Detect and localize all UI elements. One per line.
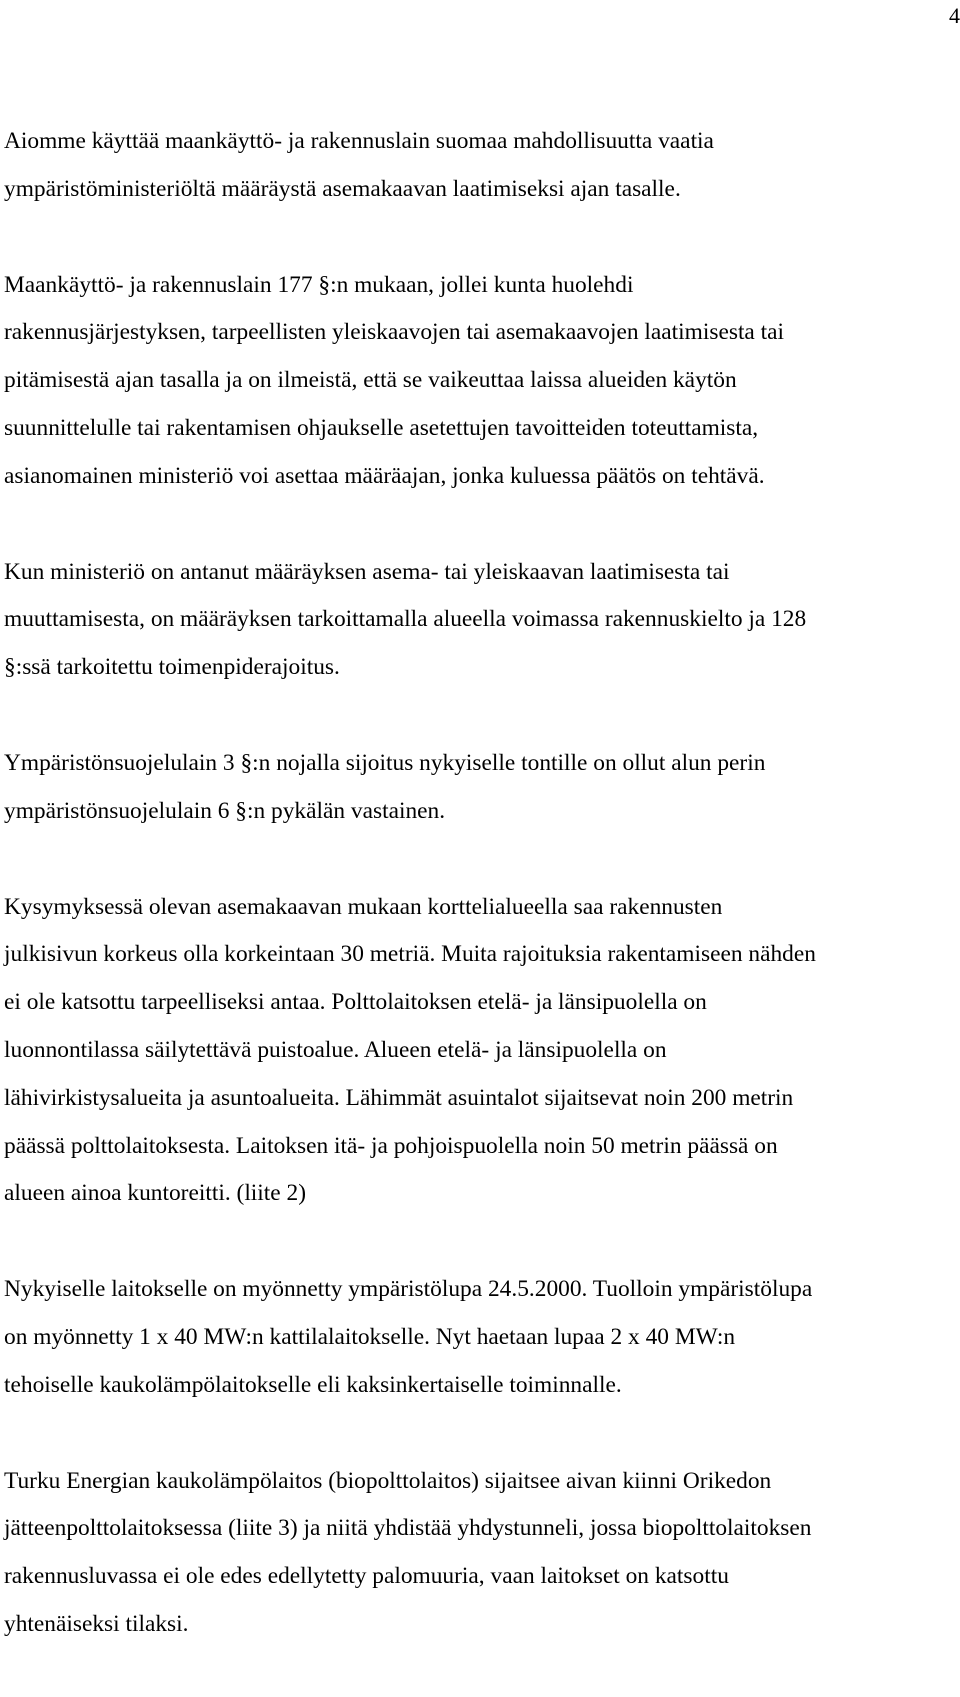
page-number: 4 [949, 3, 960, 28]
paragraph-3 [4, 549, 958, 692]
text-line: rakennusjärjestyksen, tarpeellisten yleiskaavojen tai asemakaavojen laatimisesta tai [4, 319, 785, 346]
text-line: ympäristöministeriöltä määräystä asemakaavan laatimiseksi ajan tasalle. [4, 175, 681, 202]
text-line: Maankäyttö- ja rakennuslain 177 §:n mukaan, jollei kunta huolehdi [4, 271, 634, 298]
text-line: asianomainen ministeriö voi asettaa määräajan, jonka kuluessa päätös on tehtävä. [4, 462, 765, 489]
text-line: rakennusluvassa ei ole edes edellytetty palomuuria, vaan laitokset on katsottu [4, 1563, 729, 1590]
paragraph-6 [4, 1266, 958, 1409]
text-line: Nykyiselle laitokselle on myönnetty ympäristölupa 24.5.2000. Tuolloin ympäristölupa [4, 1276, 813, 1303]
text-line: luonnontilassa säilytettävä puistoalue. Alueen etelä- ja länsipuolella on [4, 1036, 667, 1063]
text-line: pitämisestä ajan tasalla ja on ilmeistä, että se vaikeuttaa laissa alueiden käytön [4, 367, 737, 394]
text-line: lähivirkistysalueita ja asuntoalueita. Lähimmät asuintalot sijaitsevat noin 200 metrin [4, 1084, 794, 1111]
text-line: julkisivun korkeus olla korkeintaan 30 metriä. Muita rajoituksia rakentamiseen nähden [4, 941, 816, 968]
paragraph-1 [4, 118, 958, 214]
text-line: jätteenpolttolaitoksessa (liite 3) ja niitä yhdistää yhdystunneli, jossa biopolttolaitoksen [4, 1515, 812, 1542]
text-line: päässä polttolaitoksesta. Laitoksen itä- ja pohjoispuolella noin 50 metrin päässä on [4, 1132, 778, 1159]
text-line: Kun ministeriö on antanut määräyksen asema- tai yleiskaavan laatimisesta tai [4, 558, 730, 585]
paragraph-7 [4, 1458, 958, 1649]
text-line: on myönnetty 1 x 40 MW:n kattilalaitokselle. Nyt haetaan lupaa 2 x 40 MW:n [4, 1323, 736, 1350]
text-line: muuttamisesta, on määräyksen tarkoittamalla alueella voimassa rakennuskielto ja 128 [4, 606, 807, 633]
paragraph-4 [4, 740, 958, 836]
text-line: Ympäristönsuojelulain 3 §:n nojalla sijoitus nykyiselle tontille on ollut alun perin [4, 749, 766, 776]
text-line: Kysymyksessä olevan asemakaavan mukaan korttelialueella saa rakennusten [4, 893, 723, 920]
document-body [4, 118, 958, 1697]
text-line: suunnittelulle tai rakentamisen ohjaukselle asetettujen tavoitteiden toteuttamista, [4, 414, 759, 441]
text-line: Turku Energian kaukolämpölaitos (biopolttolaitos) sijaitsee aivan kiinni Orikedon [4, 1467, 772, 1494]
text-line: Aiomme käyttää maankäyttö- ja rakennuslain suomaa mahdollisuutta vaatia [4, 128, 714, 154]
text-line: yhtenäiseksi tilaksi. [4, 1610, 189, 1637]
text-line: alueen ainoa kuntoreitti. (liite 2) [4, 1180, 307, 1207]
text-line: tehoiselle kaukolämpölaitokselle eli kaksinkertaiselle toiminnalle. [4, 1371, 622, 1398]
text-line: §:ssä tarkoitettu toimenpiderajoitus. [4, 654, 340, 681]
text-line: ei ole katsottu tarpeelliseksi antaa. Polttolaitoksen etelä- ja länsipuolella on [4, 989, 707, 1016]
text-line: ympäristönsuojelulain 6 §:n pykälän vastainen. [4, 797, 446, 824]
paragraph-2 [4, 262, 958, 501]
paragraph-5 [4, 884, 958, 1219]
